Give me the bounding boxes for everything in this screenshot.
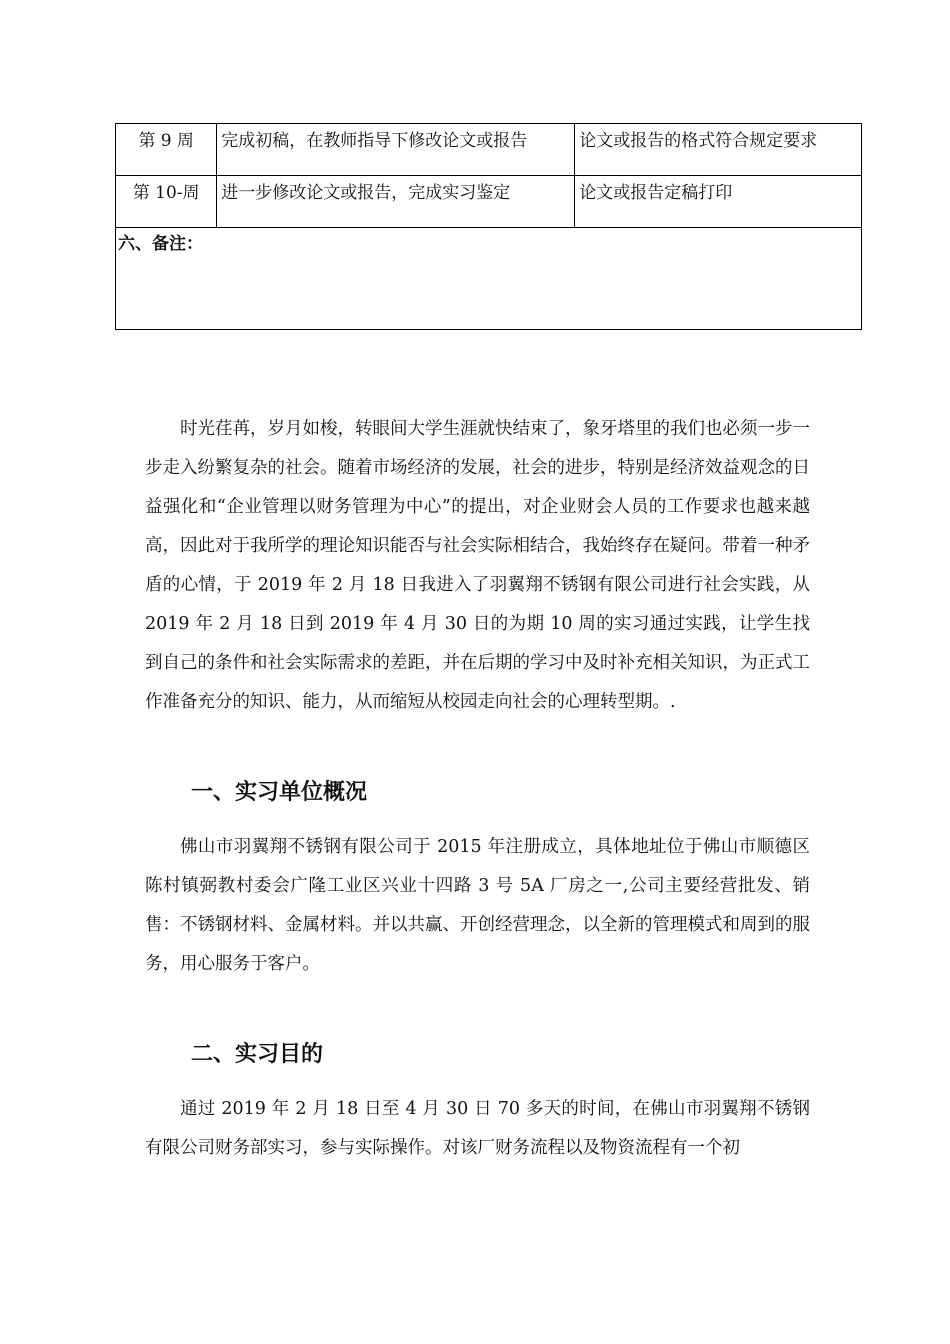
document-body <box>145 410 810 1168</box>
internship-purpose-paragraph: 通过 2019 年 2 月 18 日至 4 月 30 日 70 多天的时间，在佛山市羽翼翔不锈钢有限公司财务部实习，参与实际操作。对该厂财务流程以及物资流程有一个初 <box>145 1099 810 1158</box>
requirement-cell: 论文或报告的格式符合规定要求 <box>575 124 862 176</box>
section-heading-company-overview: 一、实习单位概况 <box>191 780 368 805</box>
week-cell: 第 10-周 <box>116 176 217 228</box>
table-row <box>116 176 862 228</box>
schedule-table <box>115 123 862 330</box>
company-overview-paragraph: 佛山市羽翼翔不锈钢有限公司于 2015 年注册成立，具体地址位于佛山市顺德区陈村镇弼教村委会广隆工业区兴业十四路 3 号 5A 厂房之一,公司主要经营批发、销售：不锈钢材料、金属材料。并以共赢、开创经营理念，以全新的管理模式和周到的服务，用心服务于客户。 <box>145 837 810 974</box>
week-cell: 第 9 周 <box>116 124 217 176</box>
requirement-cell: 论文或报告定稿打印 <box>575 176 862 228</box>
table-row <box>116 124 862 176</box>
remarks-row <box>116 228 862 330</box>
remarks-label: 六、备注： <box>116 228 862 330</box>
section-heading-internship-purpose: 二、实习目的 <box>191 1042 324 1067</box>
task-cell: 完成初稿，在教师指导下修改论文或报告 <box>217 124 575 176</box>
task-cell: 进一步修改论文或报告，完成实习鉴定 <box>217 176 575 228</box>
intro-paragraph: 时光荏苒，岁月如梭，转眼间大学生涯就快结束了，象牙塔里的我们也必须一步一步走入纷繁复杂的社会。随着市场经济的发展，社会的进步，特别是经济效益观念的日益强化和“企业管理以财务管理为中心”的提出，对企业财会人员的工作要求也越来越高，因此对于我所学的理论知识能否与社会实际相结合，我始终存在疑问。带着一种矛盾的心情，于 2019 年 2 月 18 日我进入了羽翼翔不锈钢有限公司进行社会实践，从 2019 年 2 月 18 日到 2019 年 4 月 30 日的为期 10 周的实习通过实践，让学生找到自己的条件和社会实际需求的差距，并在后期的学习中及时补充相关知识，为正式工作准备充分的知识、能力，从而缩短从校园走向社会的心理转型期。. <box>145 419 810 712</box>
